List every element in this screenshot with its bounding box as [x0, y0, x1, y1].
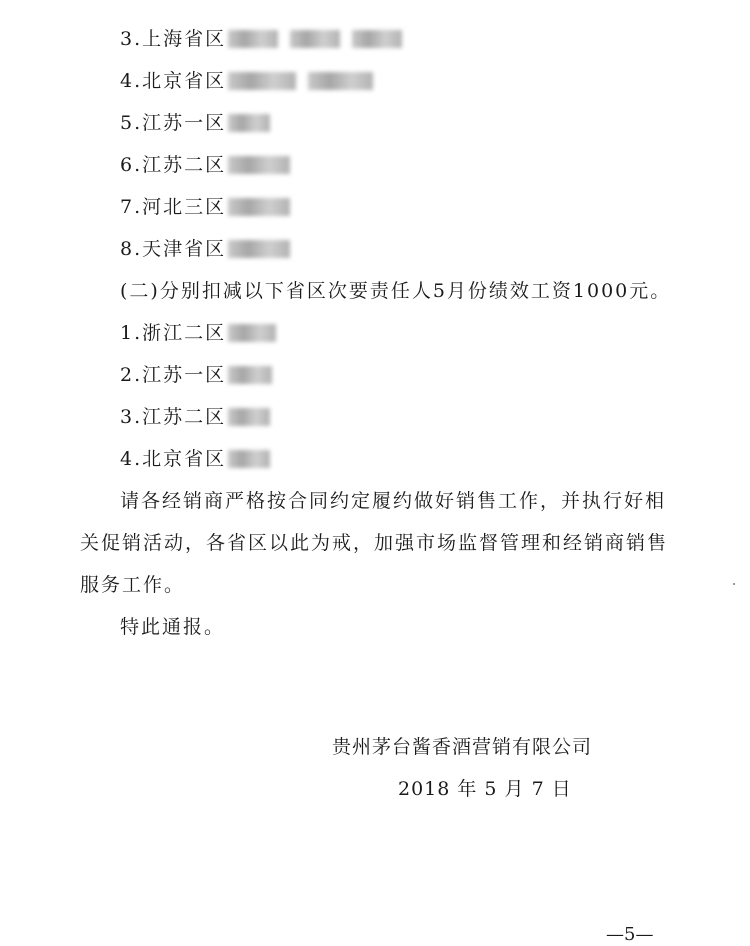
list-item-label: 8.天津省区 [120, 238, 227, 260]
list-item-label: 3.江苏二区 [120, 406, 227, 428]
list-item-label: 2.江苏一区 [120, 364, 227, 386]
redacted-name [228, 240, 290, 258]
list-item-label: 4.北京省区 [120, 448, 227, 470]
signature-org: 贵州茅台酱香酒营销有限公司 [332, 736, 593, 758]
scan-mark [733, 583, 735, 585]
list-item-label: 6.江苏二区 [120, 154, 227, 176]
list-item [120, 108, 270, 135]
redacted-name [228, 156, 290, 174]
list-item [120, 192, 290, 219]
list-item [120, 150, 290, 177]
redacted-name [228, 114, 270, 132]
paragraph-line: 服务工作。 [80, 574, 186, 596]
list-item [120, 66, 373, 93]
redacted-name [228, 366, 272, 384]
list-item-label: 7.河北三区 [120, 196, 227, 218]
list-item-label: 4.北京省区 [120, 70, 227, 92]
page-number: —5— [606, 924, 654, 945]
list-item [120, 234, 290, 261]
list-item [120, 24, 402, 51]
list-item-label: 5.江苏一区 [120, 112, 227, 134]
list-item [120, 444, 270, 471]
redacted-name [352, 30, 402, 48]
list-item-label: 3.上海省区 [120, 28, 227, 50]
list-item [120, 402, 270, 429]
paragraph-line: 关促销活动，各省区以此为戒，加强市场监督管理和经销商销售 [80, 532, 669, 554]
redacted-name [290, 30, 340, 48]
redacted-name [228, 198, 290, 216]
list-item [120, 318, 276, 345]
redacted-name [228, 450, 270, 468]
section-heading: (二)分别扣减以下省区次要责任人5月份绩效工资1000元。 [120, 280, 672, 302]
redacted-name [308, 72, 373, 90]
signature-date: 2018 年 5 月 7 日 [398, 778, 572, 800]
redacted-name [228, 408, 270, 426]
redacted-name [228, 72, 296, 90]
redacted-name [228, 324, 276, 342]
list-item-label: 1.浙江二区 [120, 322, 227, 344]
list-item [120, 360, 272, 387]
paragraph-line: 请各经销商严格按合同约定履约做好销售工作，并执行好相 [120, 490, 667, 512]
redacted-name [228, 30, 278, 48]
closing-text: 特此通报。 [120, 616, 226, 638]
